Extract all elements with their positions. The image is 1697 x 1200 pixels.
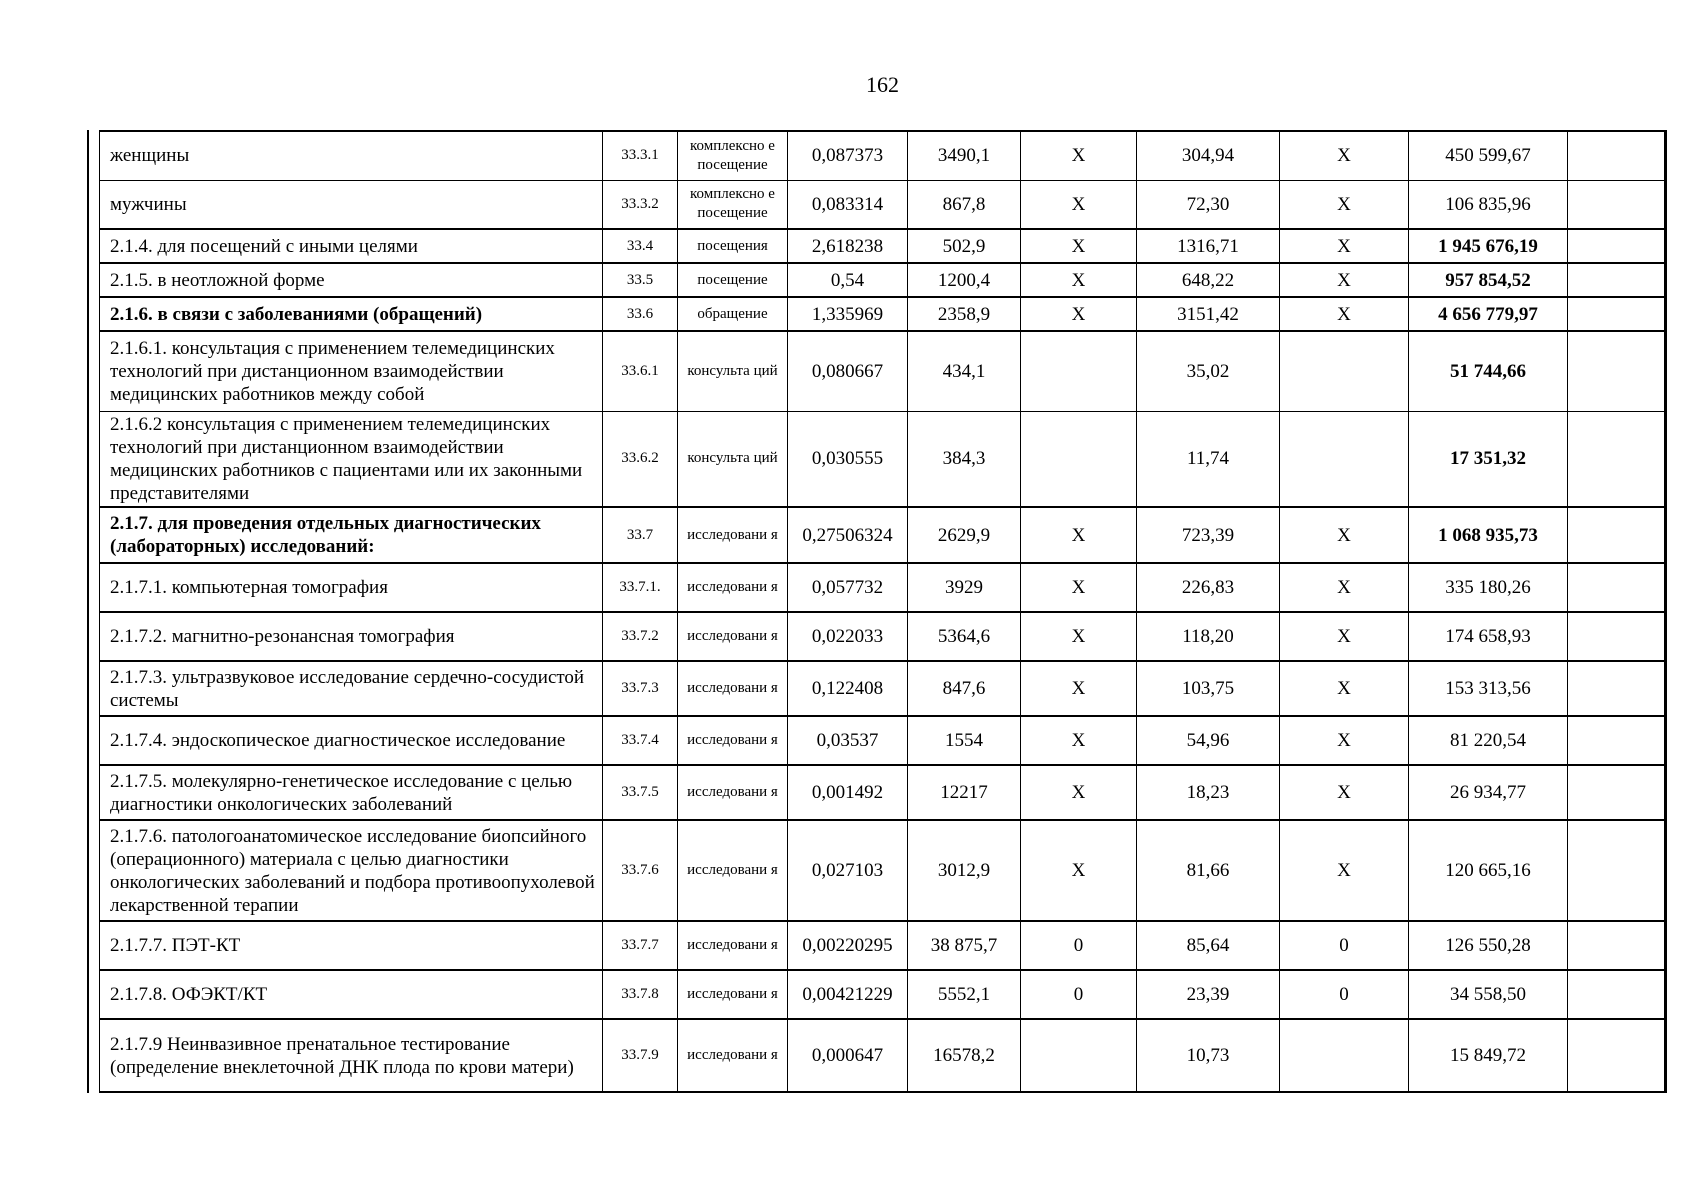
row-code: 33.5 xyxy=(603,263,678,297)
row-value-4: 11,74 xyxy=(1137,411,1280,507)
row-name: 2.1.7.1. компьютерная томография xyxy=(100,563,603,612)
row-name: женщины xyxy=(100,131,603,180)
row-code: 33.3.1 xyxy=(603,131,678,180)
row-value-5: X xyxy=(1280,612,1409,661)
row-value-2: 16578,2 xyxy=(908,1019,1021,1092)
row-value-5 xyxy=(1280,331,1409,411)
row-empty-cell xyxy=(1568,765,1667,820)
row-value-4: 304,94 xyxy=(1137,131,1280,180)
row-empty-cell xyxy=(1568,411,1667,507)
row-value-4: 81,66 xyxy=(1137,820,1280,921)
row-code: 33.6 xyxy=(603,297,678,331)
row-value-1: 0,00421229 xyxy=(788,970,908,1019)
row-unit: консульта ций xyxy=(678,411,788,507)
row-value-1: 0,54 xyxy=(788,263,908,297)
row-name: 2.1.5. в неотложной форме xyxy=(100,263,603,297)
row-value-2: 5552,1 xyxy=(908,970,1021,1019)
row-value-2: 38 875,7 xyxy=(908,921,1021,970)
row-unit: исследовани я xyxy=(678,507,788,563)
row-empty-cell xyxy=(1568,507,1667,563)
row-value-2: 502,9 xyxy=(908,229,1021,263)
row-name: 2.1.7.5. молекулярно-генетическое исследование с целью диагностики онкологических заболеваний xyxy=(100,765,603,820)
row-total: 153 313,56 xyxy=(1409,661,1568,716)
row-value-2: 5364,6 xyxy=(908,612,1021,661)
row-value-3: X xyxy=(1021,229,1137,263)
row-value-3 xyxy=(1021,1019,1137,1092)
row-value-1: 1,335969 xyxy=(788,297,908,331)
row-total: 450 599,67 xyxy=(1409,131,1568,180)
row-value-1: 0,27506324 xyxy=(788,507,908,563)
row-value-2: 867,8 xyxy=(908,180,1021,229)
table-frame xyxy=(87,130,1666,1093)
row-total: 34 558,50 xyxy=(1409,970,1568,1019)
row-value-5: X xyxy=(1280,131,1409,180)
row-unit: консульта ций xyxy=(678,331,788,411)
row-value-3: X xyxy=(1021,612,1137,661)
row-unit: комплексно е посещение xyxy=(678,131,788,180)
table-row xyxy=(100,612,1667,661)
row-value-1: 0,083314 xyxy=(788,180,908,229)
row-value-1: 0,022033 xyxy=(788,612,908,661)
row-value-5: X xyxy=(1280,180,1409,229)
row-value-5: X xyxy=(1280,229,1409,263)
row-value-1: 0,027103 xyxy=(788,820,908,921)
row-value-1: 0,030555 xyxy=(788,411,908,507)
row-total: 957 854,52 xyxy=(1409,263,1568,297)
financing-table xyxy=(99,130,1667,1093)
table-row xyxy=(100,263,1667,297)
row-value-3 xyxy=(1021,411,1137,507)
row-total: 335 180,26 xyxy=(1409,563,1568,612)
row-code: 33.7.7 xyxy=(603,921,678,970)
row-value-1: 0,080667 xyxy=(788,331,908,411)
row-value-5: X xyxy=(1280,297,1409,331)
row-value-1: 2,618238 xyxy=(788,229,908,263)
row-value-3: X xyxy=(1021,716,1137,765)
row-code: 33.3.2 xyxy=(603,180,678,229)
row-empty-cell xyxy=(1568,612,1667,661)
row-value-5: X xyxy=(1280,820,1409,921)
row-value-5: 0 xyxy=(1280,970,1409,1019)
table-row xyxy=(100,507,1667,563)
row-value-4: 23,39 xyxy=(1137,970,1280,1019)
row-total: 51 744,66 xyxy=(1409,331,1568,411)
row-value-4: 35,02 xyxy=(1137,331,1280,411)
row-value-4: 723,39 xyxy=(1137,507,1280,563)
row-unit: исследовани я xyxy=(678,716,788,765)
row-value-5: X xyxy=(1280,661,1409,716)
row-code: 33.7.4 xyxy=(603,716,678,765)
row-empty-cell xyxy=(1568,563,1667,612)
row-total: 81 220,54 xyxy=(1409,716,1568,765)
row-value-1: 0,087373 xyxy=(788,131,908,180)
row-total: 1 068 935,73 xyxy=(1409,507,1568,563)
row-name: 2.1.7.4. эндоскопическое диагностическое исследование xyxy=(100,716,603,765)
row-value-1: 0,000647 xyxy=(788,1019,908,1092)
row-code: 33.7.5 xyxy=(603,765,678,820)
row-value-5: X xyxy=(1280,263,1409,297)
row-value-3: X xyxy=(1021,297,1137,331)
table-row xyxy=(100,331,1667,411)
table-row xyxy=(100,131,1667,180)
row-code: 33.7.6 xyxy=(603,820,678,921)
row-value-2: 12217 xyxy=(908,765,1021,820)
row-empty-cell xyxy=(1568,1019,1667,1092)
row-value-2: 1554 xyxy=(908,716,1021,765)
table-row xyxy=(100,765,1667,820)
row-value-4: 85,64 xyxy=(1137,921,1280,970)
row-empty-cell xyxy=(1568,131,1667,180)
page-number: 162 xyxy=(866,72,899,97)
row-value-1: 0,03537 xyxy=(788,716,908,765)
row-value-4: 10,73 xyxy=(1137,1019,1280,1092)
row-unit: исследовани я xyxy=(678,612,788,661)
row-code: 33.6.1 xyxy=(603,331,678,411)
row-value-2: 3929 xyxy=(908,563,1021,612)
table-row xyxy=(100,661,1667,716)
row-empty-cell xyxy=(1568,921,1667,970)
row-value-3: X xyxy=(1021,131,1137,180)
row-value-4: 1316,71 xyxy=(1137,229,1280,263)
row-empty-cell xyxy=(1568,263,1667,297)
row-value-3: X xyxy=(1021,263,1137,297)
row-empty-cell xyxy=(1568,180,1667,229)
row-value-5: X xyxy=(1280,563,1409,612)
row-code: 33.7.9 xyxy=(603,1019,678,1092)
table-row xyxy=(100,229,1667,263)
row-empty-cell xyxy=(1568,716,1667,765)
row-unit: исследовани я xyxy=(678,970,788,1019)
row-value-1: 0,00220295 xyxy=(788,921,908,970)
row-value-2: 384,3 xyxy=(908,411,1021,507)
row-value-4: 103,75 xyxy=(1137,661,1280,716)
table-row xyxy=(100,563,1667,612)
row-empty-cell xyxy=(1568,661,1667,716)
row-name: 2.1.6. в связи с заболеваниями (обращений) xyxy=(100,297,603,331)
row-name: 2.1.6.1. консультация с применением телемедицинских технологий при дистанционном взаимодействии медицинских работников между собой xyxy=(100,331,603,411)
row-value-3: 0 xyxy=(1021,970,1137,1019)
table-row xyxy=(100,716,1667,765)
row-name: 2.1.7.8. ОФЭКТ/КТ xyxy=(100,970,603,1019)
row-value-4: 226,83 xyxy=(1137,563,1280,612)
row-value-4: 18,23 xyxy=(1137,765,1280,820)
table-row xyxy=(100,411,1667,507)
row-name: мужчины xyxy=(100,180,603,229)
row-total: 120 665,16 xyxy=(1409,820,1568,921)
row-value-5: X xyxy=(1280,765,1409,820)
row-total: 106 835,96 xyxy=(1409,180,1568,229)
row-value-4: 3151,42 xyxy=(1137,297,1280,331)
row-code: 33.7 xyxy=(603,507,678,563)
row-name: 2.1.7.3. ультразвуковое исследование сердечно-сосудистой системы xyxy=(100,661,603,716)
row-code: 33.4 xyxy=(603,229,678,263)
row-value-1: 0,001492 xyxy=(788,765,908,820)
row-value-3: X xyxy=(1021,661,1137,716)
row-value-5 xyxy=(1280,411,1409,507)
row-total: 17 351,32 xyxy=(1409,411,1568,507)
row-value-4: 118,20 xyxy=(1137,612,1280,661)
row-code: 33.6.2 xyxy=(603,411,678,507)
row-unit: исследовани я xyxy=(678,765,788,820)
row-total: 126 550,28 xyxy=(1409,921,1568,970)
row-value-2: 847,6 xyxy=(908,661,1021,716)
row-code: 33.7.8 xyxy=(603,970,678,1019)
row-code: 33.7.3 xyxy=(603,661,678,716)
row-value-3: 0 xyxy=(1021,921,1137,970)
table-row xyxy=(100,820,1667,921)
row-name: 2.1.6.2 консультация с применением телемедицинских технологий при дистанционном взаимодействии медицинских работников с пациентами или их законными представителями xyxy=(100,411,603,507)
row-value-5: X xyxy=(1280,507,1409,563)
row-code: 33.7.2 xyxy=(603,612,678,661)
row-empty-cell xyxy=(1568,229,1667,263)
row-value-2: 2629,9 xyxy=(908,507,1021,563)
row-value-4: 648,22 xyxy=(1137,263,1280,297)
row-value-4: 72,30 xyxy=(1137,180,1280,229)
row-value-5: 0 xyxy=(1280,921,1409,970)
row-total: 4 656 779,97 xyxy=(1409,297,1568,331)
row-value-5 xyxy=(1280,1019,1409,1092)
row-name: 2.1.4. для посещений с иными целями xyxy=(100,229,603,263)
table-row xyxy=(100,970,1667,1019)
row-total: 1 945 676,19 xyxy=(1409,229,1568,263)
row-unit: исследовани я xyxy=(678,820,788,921)
row-unit: комплексно е посещение xyxy=(678,180,788,229)
row-empty-cell xyxy=(1568,970,1667,1019)
row-empty-cell xyxy=(1568,820,1667,921)
row-unit: посещения xyxy=(678,229,788,263)
row-total: 174 658,93 xyxy=(1409,612,1568,661)
row-value-1: 0,122408 xyxy=(788,661,908,716)
table-row xyxy=(100,297,1667,331)
row-value-3: X xyxy=(1021,180,1137,229)
row-unit: исследовани я xyxy=(678,921,788,970)
row-unit: исследовани я xyxy=(678,661,788,716)
table-row xyxy=(100,1019,1667,1092)
row-total: 26 934,77 xyxy=(1409,765,1568,820)
row-value-3 xyxy=(1021,331,1137,411)
row-value-2: 3012,9 xyxy=(908,820,1021,921)
row-value-4: 54,96 xyxy=(1137,716,1280,765)
row-value-1: 0,057732 xyxy=(788,563,908,612)
row-value-3: X xyxy=(1021,563,1137,612)
row-name: 2.1.7.2. магнитно-резонансная томография xyxy=(100,612,603,661)
table-row xyxy=(100,180,1667,229)
row-empty-cell xyxy=(1568,297,1667,331)
row-name: 2.1.7. для проведения отдельных диагностических (лабораторных) исследований: xyxy=(100,507,603,563)
table-row xyxy=(100,921,1667,970)
row-name: 2.1.7.7. ПЭТ-КТ xyxy=(100,921,603,970)
row-value-3: X xyxy=(1021,765,1137,820)
row-value-2: 3490,1 xyxy=(908,131,1021,180)
row-value-2: 1200,4 xyxy=(908,263,1021,297)
row-value-3: X xyxy=(1021,820,1137,921)
row-unit: исследовани я xyxy=(678,1019,788,1092)
row-unit: обращение xyxy=(678,297,788,331)
row-unit: посещение xyxy=(678,263,788,297)
row-empty-cell xyxy=(1568,331,1667,411)
row-code: 33.7.1. xyxy=(603,563,678,612)
row-name: 2.1.7.6. патологоанатомическое исследование биопсийного (операционного) материала с целью диагностики онкологических заболеваний и подбора противоопухолевой лекарственной терапии xyxy=(100,820,603,921)
row-total: 15 849,72 xyxy=(1409,1019,1568,1092)
row-value-5: X xyxy=(1280,716,1409,765)
row-name: 2.1.7.9 Неинвазивное пренатальное тестирование (определение внеклеточной ДНК плода по крови матери) xyxy=(100,1019,603,1092)
row-value-3: X xyxy=(1021,507,1137,563)
row-unit: исследовани я xyxy=(678,563,788,612)
row-value-2: 434,1 xyxy=(908,331,1021,411)
row-value-2: 2358,9 xyxy=(908,297,1021,331)
